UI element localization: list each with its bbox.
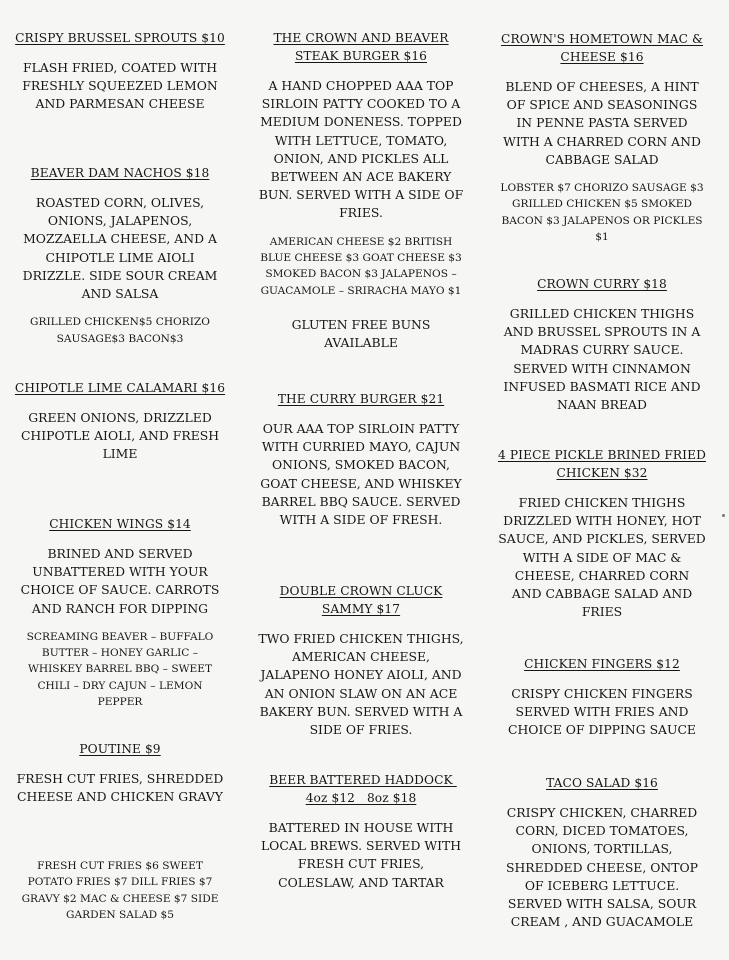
menu-item xyxy=(498,446,706,621)
item-title: THE CURRY BURGER $21 xyxy=(277,392,445,406)
item-title: THE CROWN AND BEAVER STEAK BURGER $16 xyxy=(273,31,449,63)
item-title: CRISPY BRUSSEL SPROUTS $10 xyxy=(15,31,225,45)
item-description: BRINED AND SERVED UNBATTERED WITH YOUR CHOICE OF SAUCE. CARROTS AND RANCH FOR DIPPING xyxy=(20,546,220,616)
item-title: BEAVER DAM NACHOS $18 xyxy=(30,166,210,180)
item-description: GRILLED CHICKEN THIGHS AND BRUSSEL SPROUTS IN A MADRAS CURRY SAUCE. SERVED WITH CINNAMON INFUSED BASMATI RICE AND NAAN BREAD xyxy=(503,306,701,413)
item-title: BEER BATTERED HADDOCK 4oz $12 8oz $18 xyxy=(269,773,457,805)
item-description: CRISPY CHICKEN, CHARRED CORN, DICED TOMATOES, ONIONS, TORTILLAS, SHREDDED CHEESE, ONTOP OF ICEBERG LETTUCE. SERVED WITH SALSA, SOUR CREAM , AND GUACAMOLE xyxy=(505,805,698,930)
menu-item xyxy=(14,379,226,464)
item-addons: AMERICAN CHEESE $2 BRITISH BLUE CHEESE $3 GOAT CHEESE $3 SMOKED BACON $3 JALAPENOS – GUACAMOLE – SRIRACHA MAYO $1 xyxy=(260,235,462,297)
menu-item xyxy=(14,29,226,114)
item-description: A HAND CHOPPED AAA TOP SIRLOIN PATTY COOKED TO A MEDIUM DONENESS. TOPPED WITH LETTUCE, TOMATO, ONION, AND PICKLES ALL BETWEEN AN ACE BAKERY BUN. SERVED WITH A SIDE OF FRIES. xyxy=(258,78,464,221)
item-description: BATTERED IN HOUSE WITH LOCAL BREWS. SERVED WITH FRESH CUT FRIES, COLESLAW, AND TARTAR xyxy=(260,820,462,890)
menu-item xyxy=(498,30,706,245)
menu-item xyxy=(14,164,226,347)
menu-item xyxy=(14,515,226,710)
menu-item xyxy=(258,771,464,892)
item-description: FRIED CHICKEN THIGHS DRIZZLED WITH HONEY, HOT SAUCE, AND PICKLES, SERVED WITH A SIDE OF MAC & CHEESE, CHARRED CORN AND CABBAGE SALAD AND FRIES xyxy=(498,495,706,620)
item-addons: GRILLED CHICKEN$5 CHORIZO SAUSAGE$3 BACON$3 xyxy=(30,316,210,345)
item-title: CROWN'S HOMETOWN MAC & CHEESE $16 xyxy=(501,32,703,64)
item-title: POUTINE $9 xyxy=(79,742,161,756)
item-addons: LOBSTER $7 CHORIZO SAUSAGE $3 GRILLED CHICKEN $5 SMOKED BACON $3 JALAPENOS OR PICKLES $1 xyxy=(500,182,704,243)
scan-speck xyxy=(722,514,725,517)
menu-item xyxy=(14,740,226,806)
sides-list: FRESH CUT FRIES $6 SWEET POTATO FRIES $7 DILL FRIES $7 GRAVY $2 MAC & CHEESE $7 SIDE GARDEN SALAD $5 xyxy=(21,860,219,921)
item-title: TACO SALAD $16 xyxy=(546,776,658,790)
item-title: CROWN CURRY $18 xyxy=(537,277,667,291)
item-title: CHICKEN WINGS $14 xyxy=(49,517,191,531)
item-description: TWO FRIED CHICKEN THIGHS, AMERICAN CHEESE, JALAPENO HONEY AIOLI, AND AN ONION SLAW ON AN ACE BAKERY BUN. SERVED WITH A SIDE OF FRIES. xyxy=(258,631,464,738)
item-description: FLASH FRIED, COATED WITH FRESHLY SQUEEZED LEMON AND PARMESAN CHEESE xyxy=(22,60,218,112)
item-title: CHIPOTLE LIME CALAMARI $16 xyxy=(14,381,226,395)
item-title: 4 PIECE PICKLE BRINED FRIED CHICKEN $32 xyxy=(498,448,706,480)
menu-item xyxy=(258,390,464,529)
item-description: ROASTED CORN, OLIVES, ONIONS, JALAPENOS, MOZZAELLA CHEESE, AND A CHIPOTLE LIME AIOLI DRIZZLE. SIDE SOUR CREAM AND SALSA xyxy=(22,195,218,302)
menu-item xyxy=(498,275,706,414)
item-description: OUR AAA TOP SIRLOIN PATTY WITH CURRIED MAYO, CAJUN ONIONS, SMOKED BACON, GOAT CHEESE, AND WHISKEY BARREL BBQ SAUCE. SERVED WITH A SIDE OF FRESH. xyxy=(260,421,462,528)
item-description: BLEND OF CHEESES, A HINT OF SPICE AND SEASONINGS IN PENNE PASTA SERVED WITH A CHARRED CORN AND CABBAGE SALAD xyxy=(503,79,701,167)
item-title: CHICKEN FINGERS $12 xyxy=(524,657,680,671)
menu-item xyxy=(258,582,464,739)
item-addons: SCREAMING BEAVER – BUFFALO BUTTER – HONEY GARLIC – WHISKEY BARREL BBQ – SWEET CHILI – DRY CAJUN – LEMON PEPPER xyxy=(26,630,214,708)
menu-item xyxy=(498,774,706,931)
item-description: GREEN ONIONS, DRIZZLED CHIPOTLE AIOLI, AND FRESH LIME xyxy=(20,410,220,462)
gluten-free-note: GLUTEN FREE BUNS AVAILABLE xyxy=(291,317,431,351)
menu-item xyxy=(498,655,706,740)
menu-item xyxy=(258,29,464,299)
item-title: DOUBLE CROWN CLUCK SAMMY $17 xyxy=(279,584,443,616)
item-description: CRISPY CHICKEN FINGERS SERVED WITH FRIES AND CHOICE OF DIPPING SAUCE xyxy=(508,686,696,738)
item-description: FRESH CUT FRIES, SHREDDED CHEESE AND CHICKEN GRAVY xyxy=(16,771,224,805)
